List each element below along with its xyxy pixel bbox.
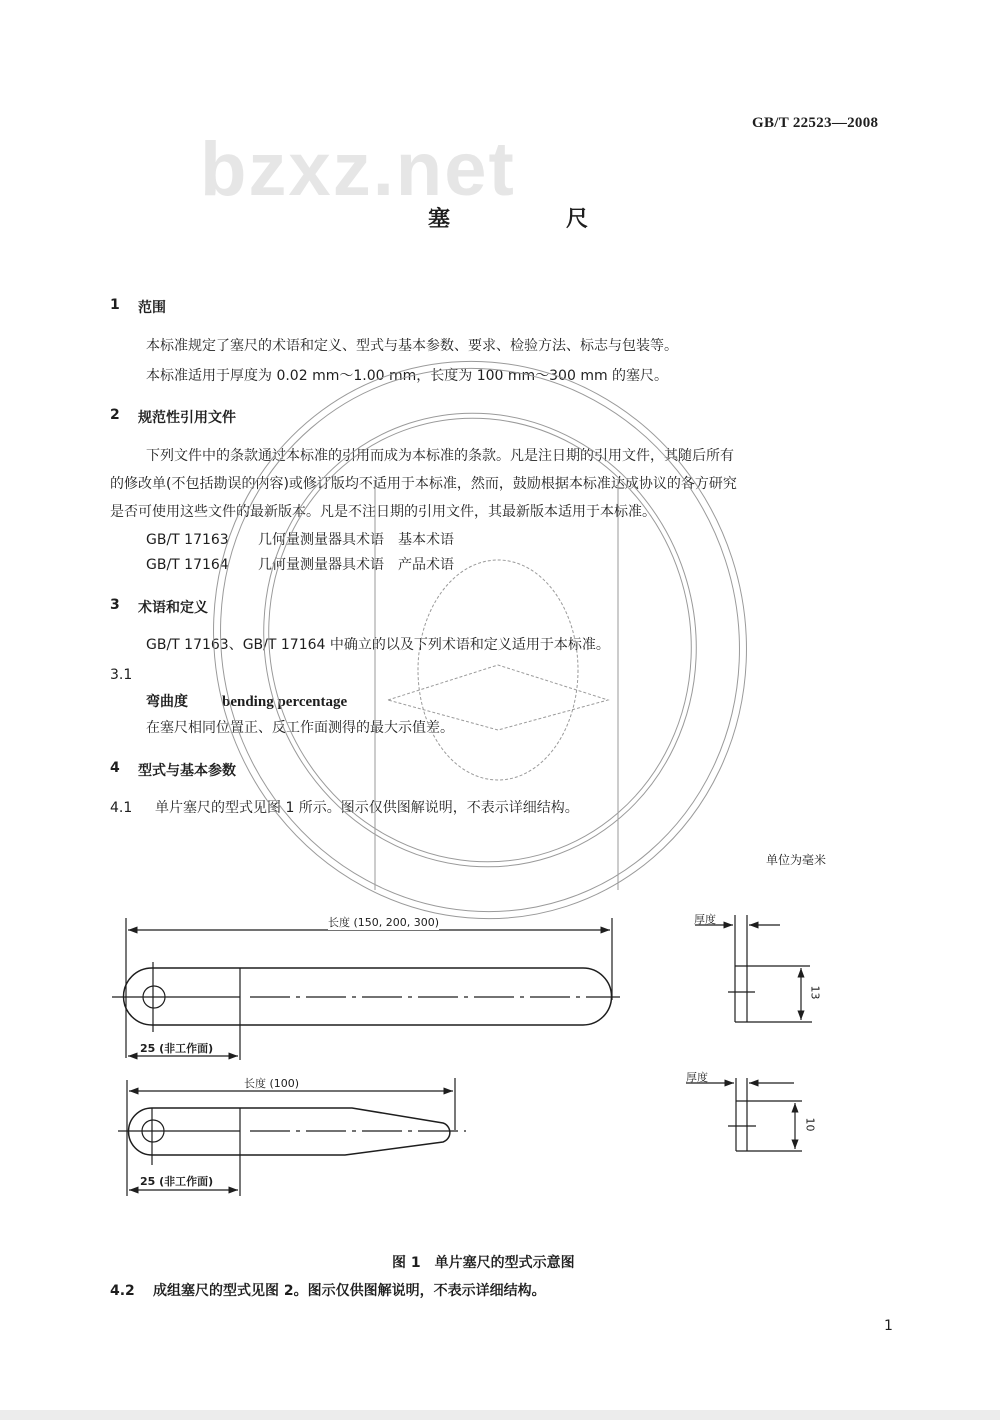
- page-number: 1: [884, 1318, 893, 1334]
- figure-1-caption: 图 1 单片塞尺的型式示意图: [392, 1255, 575, 1271]
- long-length-label: 长度 (150, 200, 300): [328, 916, 440, 929]
- page-bottom-edge: [0, 1410, 1000, 1420]
- section-1-number: 1: [110, 297, 120, 313]
- watermark: bzxz.net: [200, 127, 516, 212]
- section-1-para-1: 本标准规定了塞尺的术语和定义、型式与基本参数、要求、检验方法、标志与包装等。: [146, 338, 678, 354]
- term-definition: 在塞尺相同位置正、反工作面测得的最大示值差。: [146, 720, 454, 736]
- section-3-title: 术语和定义: [138, 600, 208, 616]
- reference-2-code: GB/T 17164: [146, 557, 229, 573]
- section-1-para-2: 本标准适用于厚度为 0.02 mm～1.00 mm，长度为 100 mm～300 mm 的塞尺。: [146, 368, 669, 384]
- clause-4-1-text: 单片塞尺的型式见图 1 所示。图示仅供图解说明，不表示详细结构。: [155, 800, 579, 816]
- publisher-stamp: [160, 310, 800, 1010]
- standard-number: GB/T 22523—2008: [752, 115, 879, 131]
- clause-4-2-number: 4.2: [110, 1283, 135, 1299]
- term-en: bending percentage: [222, 694, 348, 710]
- section-2-title: 规范性引用文件: [138, 410, 236, 426]
- doc-title-char-1: 塞: [428, 207, 451, 232]
- clause-3-1-number: 3.1: [110, 667, 133, 683]
- section-4-title: 型式与基本参数: [138, 763, 236, 779]
- section-3-para-1: GB/T 17163、GB/T 17164 中确立的以及下列术语和定义适用于本标准。: [146, 637, 610, 653]
- width-label-10: 10: [803, 1117, 817, 1132]
- doc-title-char-2: 尺: [566, 207, 589, 232]
- section-3-number: 3: [110, 597, 120, 613]
- short-length-label: 长度 (100): [244, 1077, 300, 1090]
- clause-4-2-text: 成组塞尺的型式见图 2。图示仅供图解说明，不表示详细结构。: [153, 1283, 546, 1299]
- section-2-number: 2: [110, 407, 120, 423]
- width-label-13: 13: [808, 985, 822, 1000]
- section-4-number: 4: [110, 760, 120, 776]
- reference-1-code: GB/T 17163: [146, 532, 229, 548]
- reference-2-title: 几何量测量器具术语 产品术语: [258, 557, 454, 573]
- section-1-title: 范围: [138, 300, 166, 316]
- term-cn: 弯曲度: [146, 694, 188, 710]
- short-nonwork-label: 25 (非工作面): [140, 1175, 214, 1188]
- section-2-para-2: 的修改单(不包括勘误的内容)或修订版均不适用于本标准，然而，鼓励根据本标准达成协议的各方研究: [110, 476, 737, 492]
- unit-note: 单位为毫米: [766, 853, 827, 867]
- clause-4-1-number: 4.1: [110, 800, 133, 816]
- thickness-label-1: 厚度: [694, 913, 716, 926]
- long-nonwork-label: 25 (非工作面): [140, 1042, 214, 1055]
- reference-1-title: 几何量测量器具术语 基本术语: [258, 532, 454, 548]
- section-2-para-1: 下列文件中的条款通过本标准的引用而成为本标准的条款。凡是注日期的引用文件，其随后所有: [146, 448, 734, 464]
- section-2-para-3: 是否可使用这些文件的最新版本。凡是不注日期的引用文件，其最新版本适用于本标准。: [110, 504, 656, 520]
- thickness-label-2: 厚度: [686, 1071, 708, 1084]
